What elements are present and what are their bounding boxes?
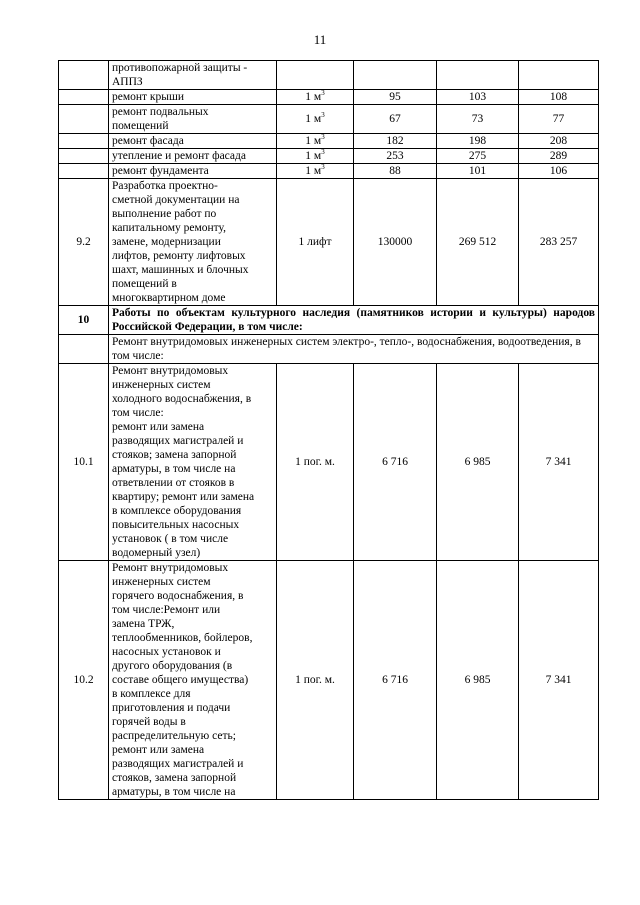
description-line: арматуры, в том числе на <box>112 786 236 798</box>
unit-of-measure <box>277 179 354 306</box>
work-description <box>109 61 277 90</box>
description-line: ремонт фундамента <box>112 165 209 177</box>
price-year-2: 6 985 <box>437 561 519 800</box>
unit-of-measure <box>277 364 354 561</box>
description-line: разводящих магистралей и <box>112 758 244 770</box>
price-year-2: 198 <box>437 134 519 149</box>
description-line: Разработка проектно- <box>112 180 218 192</box>
description-line: составе общего имущества) <box>112 674 249 686</box>
table-row <box>59 164 599 179</box>
description-lines <box>112 134 273 148</box>
unit-of-measure <box>277 164 354 179</box>
description-lines <box>112 561 273 799</box>
section-heading: Работы по объектам культурного наследия (памятников истории и культуры) народов Российской Федерации, в том числе: <box>109 306 599 335</box>
section-heading-row <box>59 306 599 335</box>
description-line: установок ( в том числе <box>112 533 229 545</box>
price-year-1: 253 <box>354 149 437 164</box>
row-number <box>59 149 109 164</box>
description-line: инженерных систем <box>112 576 211 588</box>
unit-text: 1 лифт <box>298 236 332 248</box>
cost-table <box>58 60 599 800</box>
unit-text: 1 м <box>305 135 322 147</box>
price-year-1: 67 <box>354 105 437 134</box>
cost-table-body <box>59 61 599 800</box>
work-description <box>109 134 277 149</box>
price-year-2: 275 <box>437 149 519 164</box>
price-year-1: 88 <box>354 164 437 179</box>
price-year-2: 73 <box>437 105 519 134</box>
unit-text: 1 м <box>305 165 322 177</box>
table-row <box>59 149 599 164</box>
section-subheading-row <box>59 335 599 364</box>
work-description <box>109 105 277 134</box>
unit-text: 1 м <box>305 91 322 103</box>
description-line: сметной документации на <box>112 194 240 206</box>
description-line: утепление и ремонт фасада <box>112 150 246 162</box>
description-line: том числе:Ремонт или <box>112 604 221 616</box>
table-row <box>59 61 599 90</box>
row-number: 9.2 <box>59 179 109 306</box>
unit-exponent: 3 <box>321 89 325 98</box>
unit-exponent: 3 <box>321 133 325 142</box>
description-line: квартиру; ремонт или замена <box>112 491 255 503</box>
description-line: распределительную сеть; <box>112 730 236 742</box>
description-line: АППЗ <box>112 76 143 88</box>
description-lines <box>112 105 273 133</box>
table-row <box>59 561 599 800</box>
row-number: 10.2 <box>59 561 109 800</box>
description-line: в комплексе оборудования <box>112 505 242 517</box>
description-line: инженерных систем <box>112 379 211 391</box>
description-lines <box>112 90 273 104</box>
section-subheading: Ремонт внутридомовых инженерных систем электро-, тепло-, водоснабжения, водоотведения, в том числе: <box>109 335 599 364</box>
table-row <box>59 179 599 306</box>
unit-exponent: 3 <box>321 148 325 157</box>
unit-exponent: 3 <box>321 111 325 120</box>
empty-cell <box>59 335 109 364</box>
description-line: капитальному ремонту, <box>112 222 227 234</box>
description-line: повысительных насосных <box>112 519 240 531</box>
description-line: стояков; замена запорной <box>112 449 237 461</box>
description-line: многоквартирном доме <box>112 292 226 304</box>
description-line: приготовления и подачи <box>112 702 231 714</box>
description-lines <box>112 179 273 305</box>
table-row <box>59 364 599 561</box>
unit-exponent: 3 <box>321 163 325 172</box>
page-number: 11 <box>313 32 327 47</box>
unit-of-measure <box>277 149 354 164</box>
unit-of-measure <box>277 105 354 134</box>
price-year-2: 103 <box>437 90 519 105</box>
unit-text: 1 пог. м. <box>295 674 335 686</box>
row-number <box>59 164 109 179</box>
description-line: горячего водоснабжения, в <box>112 590 244 602</box>
unit-text: 1 пог. м. <box>295 456 335 468</box>
description-line: ремонт подвальных <box>112 106 209 118</box>
description-line: другого оборудования (в <box>112 660 233 672</box>
description-line: помещений <box>112 120 169 132</box>
work-description <box>109 561 277 800</box>
price-year-2 <box>437 61 519 90</box>
table-row <box>59 90 599 105</box>
price-year-1: 6 716 <box>354 561 437 800</box>
description-line: шахт, машинных и блочных <box>112 264 249 276</box>
unit-text: 1 м <box>305 113 322 125</box>
price-year-1 <box>354 61 437 90</box>
description-line: холодного водоснабжения, в <box>112 393 252 405</box>
description-line: ремонт или замена <box>112 744 205 756</box>
price-year-2: 269 512 <box>437 179 519 306</box>
unit-text: 1 м <box>305 150 322 162</box>
description-line: стояков, замена запорной <box>112 772 237 784</box>
description-line: теплообменников, бойлеров, <box>112 632 253 644</box>
description-line: ремонт фасада <box>112 135 184 147</box>
price-year-3: 106 <box>519 164 599 179</box>
work-description <box>109 164 277 179</box>
unit-of-measure <box>277 90 354 105</box>
description-line: в комплексе для <box>112 688 191 700</box>
description-line: Ремонт внутридомовых <box>112 365 229 377</box>
price-year-2: 6 985 <box>437 364 519 561</box>
description-line: выполнение работ по <box>112 208 217 220</box>
price-year-1: 95 <box>354 90 437 105</box>
row-number: 10.1 <box>59 364 109 561</box>
description-line: лифтов, ремонту лифтовых <box>112 250 246 262</box>
description-line: арматуры, в том числе на <box>112 463 236 475</box>
price-year-1: 130000 <box>354 179 437 306</box>
price-year-1: 6 716 <box>354 364 437 561</box>
unit-of-measure <box>277 561 354 800</box>
price-year-3: 208 <box>519 134 599 149</box>
description-lines <box>112 61 273 89</box>
description-line: замена ТРЖ, <box>112 618 175 630</box>
description-line: ремонт или замена <box>112 421 205 433</box>
price-year-3 <box>519 61 599 90</box>
description-line: насосных установок и <box>112 646 221 658</box>
row-number <box>59 134 109 149</box>
description-line: том числе: <box>112 407 164 419</box>
description-line: водомерный узел) <box>112 547 201 559</box>
price-year-2: 101 <box>437 164 519 179</box>
row-number <box>59 61 109 90</box>
description-line: ремонт крыши <box>112 91 185 103</box>
row-number <box>59 105 109 134</box>
price-year-3: 7 341 <box>519 561 599 800</box>
description-lines <box>112 364 273 560</box>
price-year-3: 283 257 <box>519 179 599 306</box>
table-row <box>59 105 599 134</box>
work-description <box>109 90 277 105</box>
description-line: помещений в <box>112 278 177 290</box>
description-lines <box>112 149 273 163</box>
unit-of-measure <box>277 61 354 90</box>
price-year-3: 7 341 <box>519 364 599 561</box>
work-description <box>109 364 277 561</box>
price-year-3: 77 <box>519 105 599 134</box>
row-number <box>59 90 109 105</box>
price-year-1: 182 <box>354 134 437 149</box>
price-year-3: 289 <box>519 149 599 164</box>
description-line: противопожарной защиты - <box>112 62 248 74</box>
work-description <box>109 149 277 164</box>
description-line: ответвлении от стояков в <box>112 477 235 489</box>
unit-of-measure <box>277 134 354 149</box>
section-number: 10 <box>59 306 109 335</box>
price-year-3: 108 <box>519 90 599 105</box>
description-line: горячей воды в <box>112 716 186 728</box>
table-row <box>59 134 599 149</box>
description-line: замене, модернизации <box>112 236 221 248</box>
description-line: Ремонт внутридомовых <box>112 562 229 574</box>
description-lines <box>112 164 273 178</box>
work-description <box>109 179 277 306</box>
description-line: разводящих магистралей и <box>112 435 244 447</box>
